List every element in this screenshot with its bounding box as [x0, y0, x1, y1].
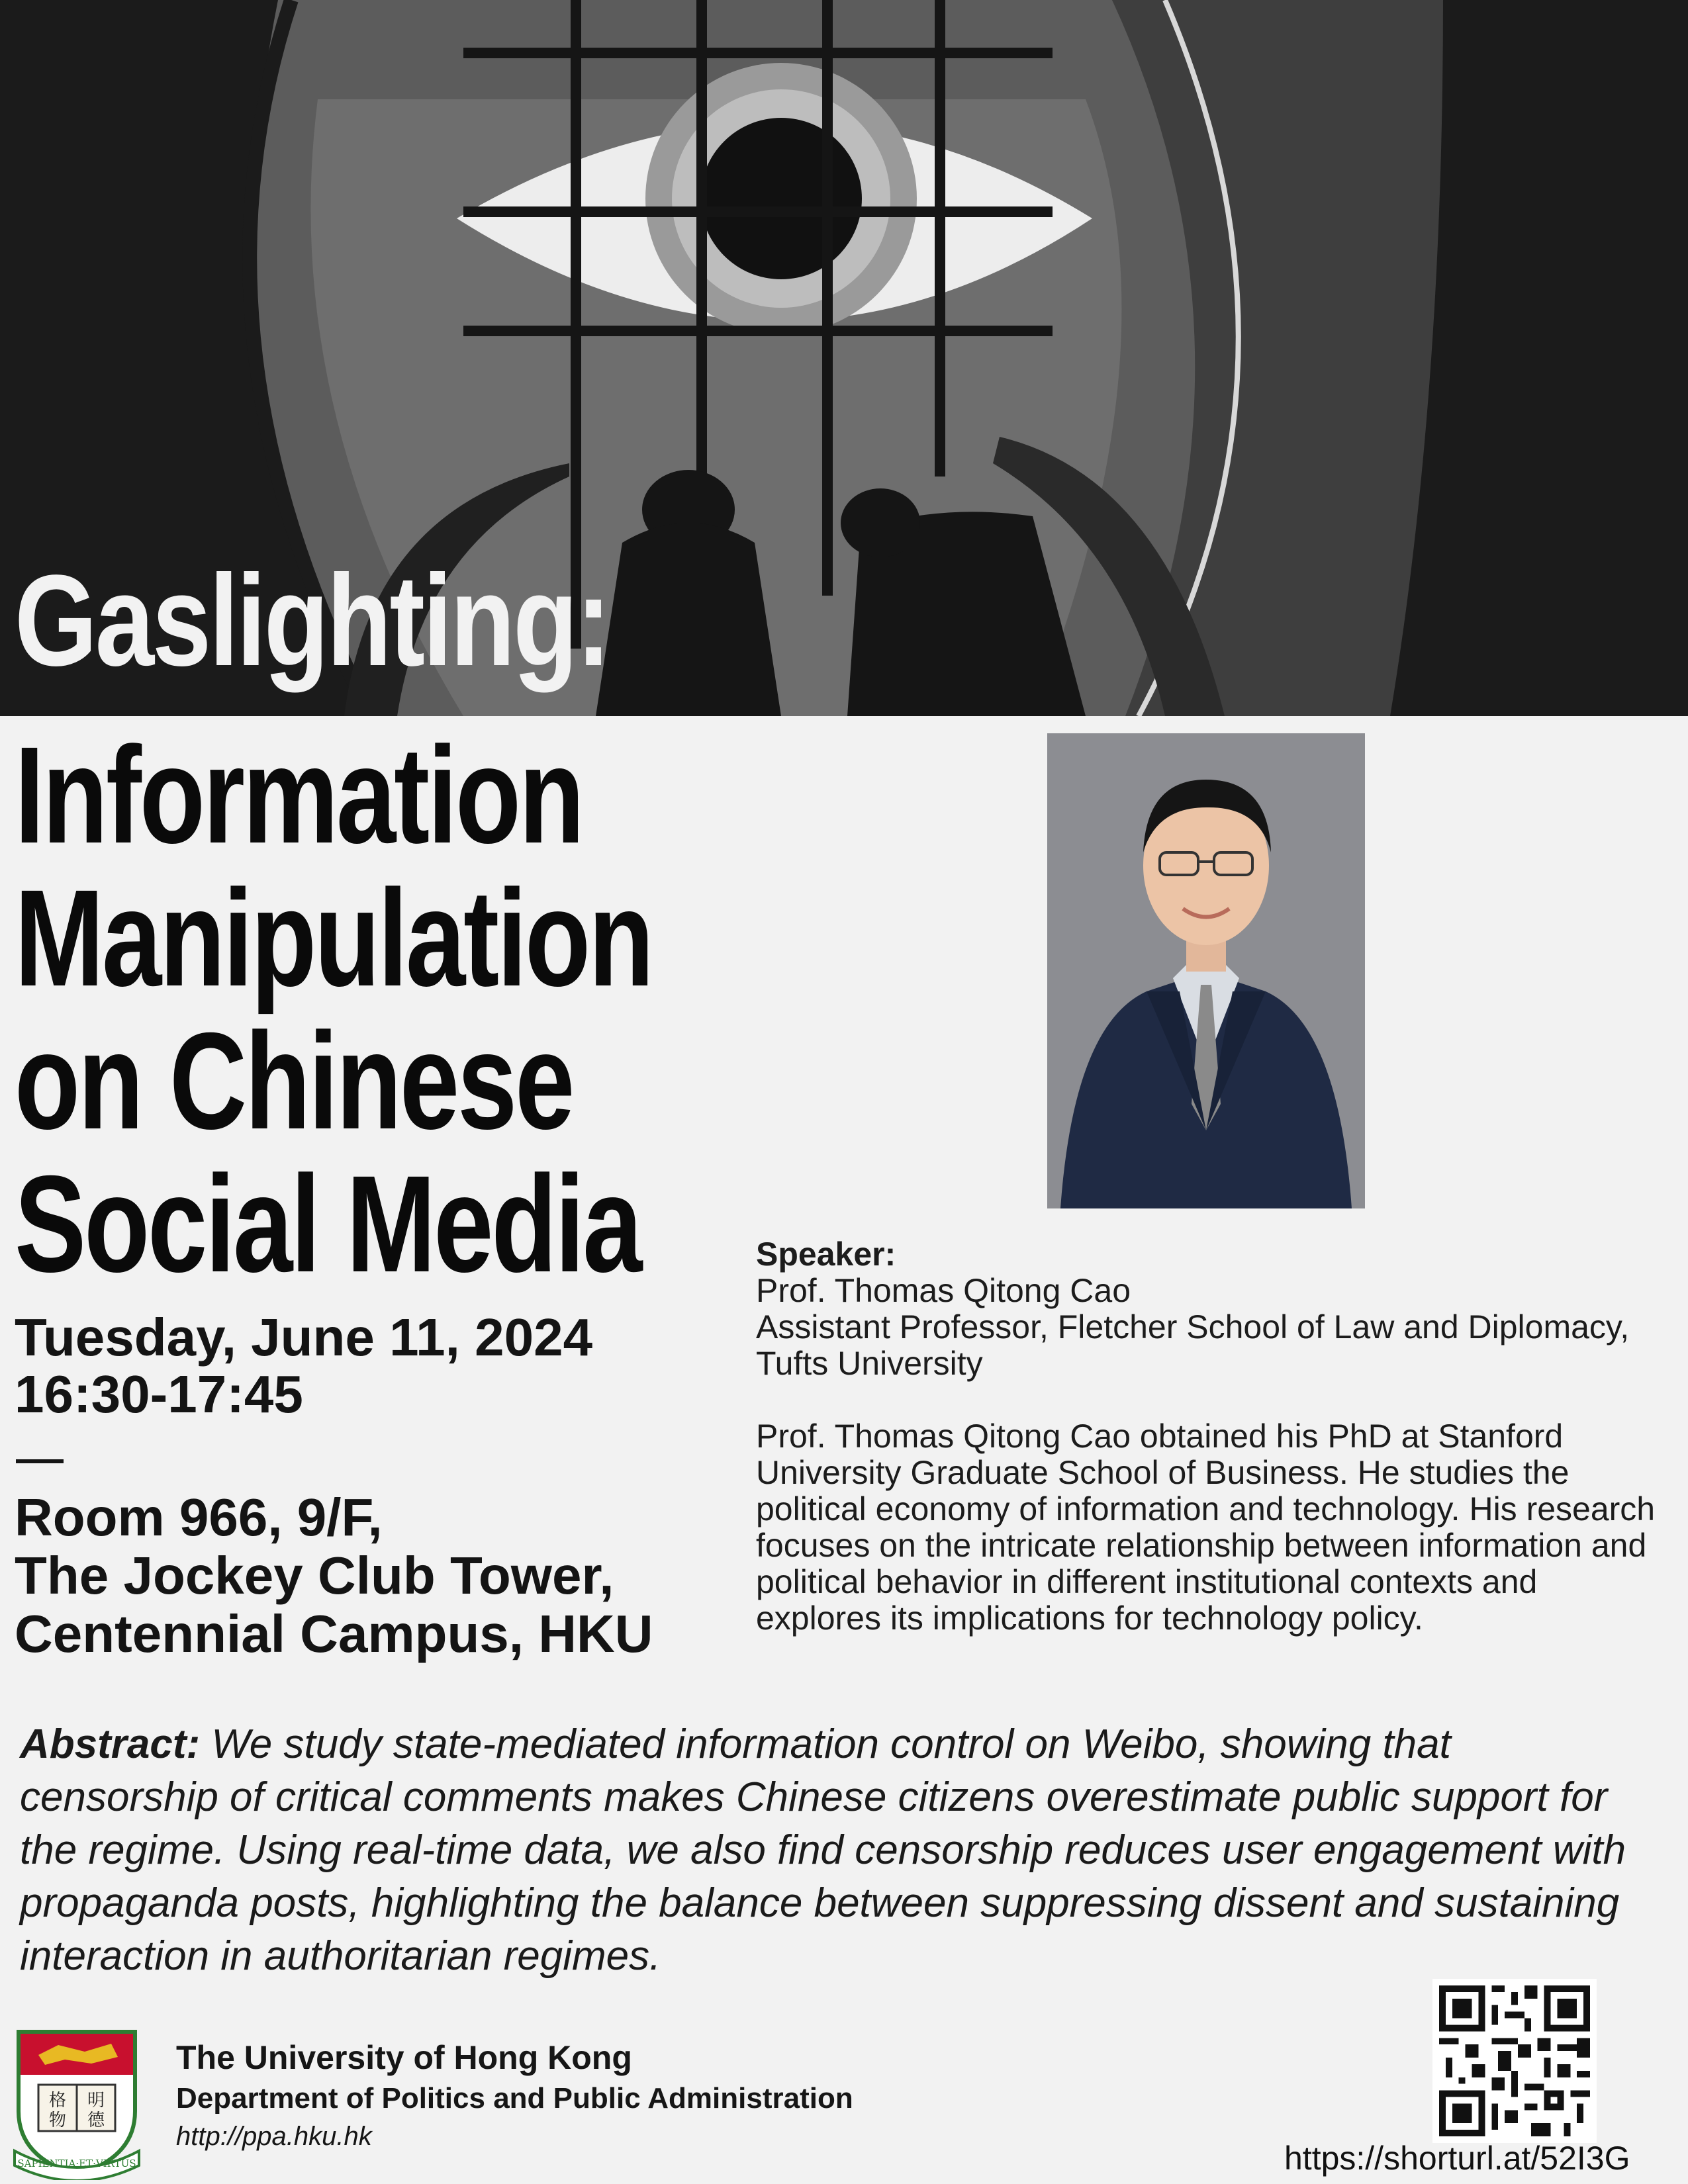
event-campus: Centennial Campus, HKU: [15, 1604, 653, 1663]
crest-char-2: 明: [87, 2091, 105, 2111]
title-line-1: Gaslighting:: [15, 548, 610, 693]
event-separator: [15, 1422, 729, 1479]
event-building: The Jockey Club Tower,: [15, 1546, 614, 1605]
abstract-label: Abstract:: [20, 1721, 201, 1767]
title-line-4: on Chinese: [15, 1005, 573, 1158]
department-name: Department of Politics and Public Administration: [176, 2082, 853, 2115]
speaker-name: Prof. Thomas Qitong Cao: [756, 1272, 1131, 1309]
speaker-position: Assistant Professor, Fletcher School of Law and Diplomacy, Tufts University: [756, 1308, 1630, 1382]
crest-char-3: 物: [48, 2111, 67, 2130]
title-line-2: Information: [15, 719, 583, 872]
abstract: [20, 1718, 1648, 1983]
abstract-text: We study state-mediated information control on Weibo, showing that censorship of critical comments makes Chinese citizens overestimate public support for the regime. Using real-time data, we also find censorship reduces user engagement with propaganda posts, highlighting the balance between suppressing dissent and sustaining interaction in authoritarian regimes.: [20, 1721, 1626, 1979]
event-time: 16:30-17:45: [15, 1365, 303, 1424]
short-url-link[interactable]: https://shorturl.at/52I3G: [1284, 2140, 1630, 2177]
speaker-photo: [1047, 733, 1365, 1208]
speaker-section: [756, 1236, 1669, 1637]
website-link[interactable]: http://ppa.hku.hk: [176, 2122, 372, 2151]
hku-crest-icon: [12, 2025, 142, 2180]
crest-char-1: 格: [48, 2091, 67, 2111]
separator-line: [16, 1459, 64, 1463]
crest-char-4: 德: [87, 2111, 105, 2130]
crest-motto: SAPIENTIA·ET·VIRTUS: [17, 2158, 136, 2169]
title-line-3: Manipulation: [15, 862, 652, 1015]
university-name: The University of Hong Kong: [176, 2039, 632, 2076]
speaker-bio: Prof. Thomas Qitong Cao obtained his PhD at Stanford University Graduate School of Business. He studies the political economy of information and technology. His research focuses on the intricate relationship between information and political behavior in different institutional contexts and explores its implications for technology policy.: [756, 1418, 1656, 1637]
event-date: Tuesday, June 11, 2024: [15, 1308, 593, 1367]
qr-code-icon[interactable]: [1432, 1979, 1597, 2143]
event-room: Room 966, 9/F,: [15, 1488, 383, 1547]
speaker-label: Speaker:: [756, 1236, 896, 1273]
title-line-5: Social Media: [15, 1148, 641, 1301]
